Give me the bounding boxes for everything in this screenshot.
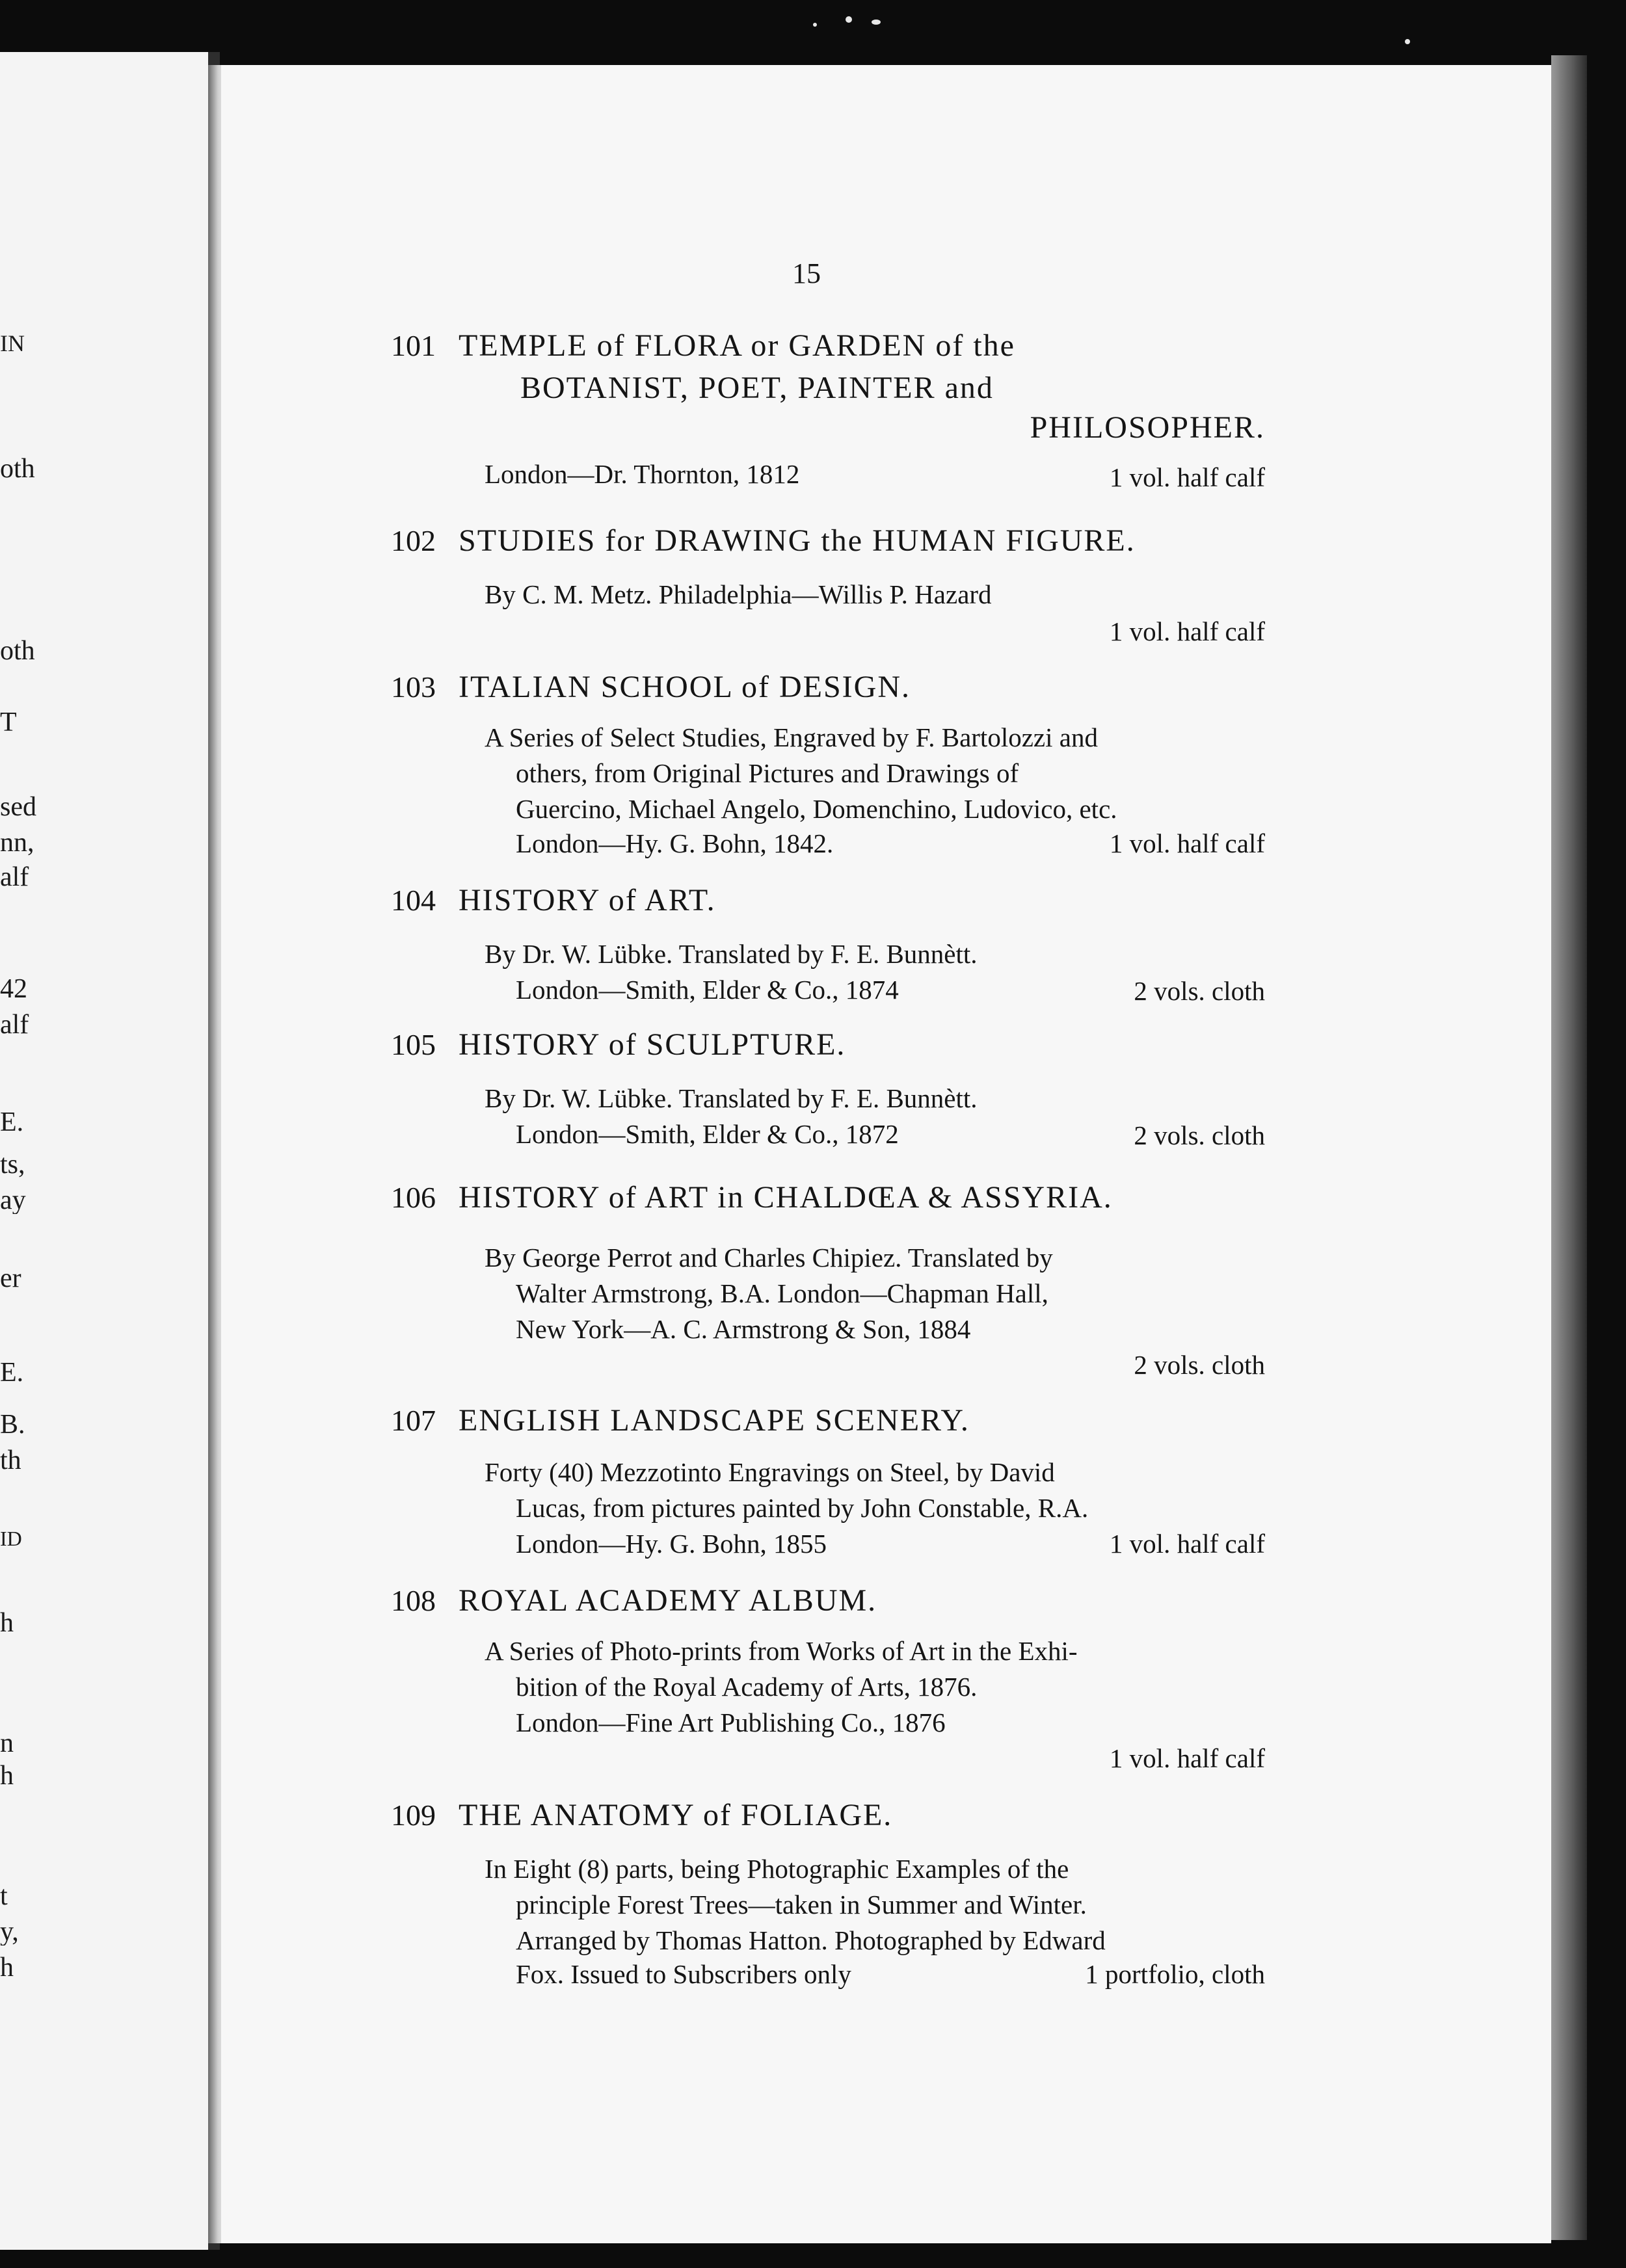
facing-text-fragment: t — [0, 1882, 8, 1910]
entry-number: 103 — [391, 670, 436, 704]
entry-number: 102 — [391, 524, 436, 557]
entry-description: Fox. Issued to Subscribers only — [516, 1959, 851, 1989]
entry-imprint: London—Smith, Elder & Co., 1874 — [516, 975, 899, 1005]
entry-number: 109 — [391, 1799, 436, 1832]
entry-description: A Series of Photo-prints from Works of Art in the Exhi- — [485, 1636, 1078, 1666]
entry-imprint: London—Hy. G. Bohn, 1842. — [516, 828, 834, 858]
facing-text-fragment: h — [0, 1762, 14, 1789]
page-number: 15 — [792, 257, 821, 289]
facing-text-fragment: alf — [0, 1011, 29, 1038]
facing-text-fragment: ay — [0, 1187, 26, 1214]
entry-description: Lucas, from pictures painted by John Constable, R.A. — [516, 1493, 1089, 1523]
entry-number: 108 — [391, 1584, 436, 1617]
entry-description: A Series of Select Studies, Engraved by F. Bartolozzi and — [485, 722, 1098, 752]
facing-text-fragment: th — [0, 1447, 21, 1474]
entry-number: 104 — [391, 884, 436, 917]
entry-description: bition of the Royal Academy of Arts, 1876. — [516, 1672, 978, 1702]
entry-description: By Dr. W. Lübke. Translated by F. E. Bunnètt. — [485, 1083, 978, 1113]
entry-title: HISTORY of ART in CHALDŒA & ASSYRIA. — [459, 1180, 1113, 1215]
entry-title: HISTORY of SCULPTURE. — [459, 1027, 846, 1062]
entry-binding: 2 vols. cloth — [1134, 1350, 1265, 1380]
entry-description: London—Fine Art Publishing Co., 1876 — [516, 1708, 946, 1737]
entry-title: TEMPLE of FLORA or GARDEN of the — [459, 328, 1015, 363]
entry-binding: 2 vols. cloth — [1134, 976, 1265, 1006]
facing-text-fragment: ID — [0, 1528, 22, 1549]
entry-binding: 1 vol. half calf — [1109, 828, 1265, 858]
entry-description: By C. M. Metz. Philadelphia—Willis P. Hazard — [485, 579, 992, 609]
entry-description: Guercino, Michael Angelo, Domenchino, Ludovico, etc. — [516, 794, 1117, 824]
entry-binding: 1 vol. half calf — [1109, 462, 1265, 492]
entry-title: THE ANATOMY of FOLIAGE. — [459, 1798, 893, 1832]
facing-text-fragment: IN — [0, 332, 25, 355]
entry-title: ENGLISH LANDSCAPE SCENERY. — [459, 1403, 970, 1438]
entry-number: 101 — [391, 329, 436, 362]
facing-text-fragment: E. — [0, 1109, 24, 1136]
entry-number: 106 — [391, 1181, 436, 1214]
facing-text-fragment: h — [0, 1954, 14, 1981]
entry-description: New York—A. C. Armstrong & Son, 1884 — [516, 1314, 971, 1344]
facing-text-fragment: sed — [0, 793, 36, 821]
entry-description: principle Forest Trees—taken in Summer and Winter. — [516, 1890, 1087, 1919]
entry-imprint: London—Smith, Elder & Co., 1872 — [516, 1119, 899, 1149]
facing-text-fragment: ts, — [0, 1151, 25, 1178]
entry-title: STUDIES for DRAWING the HUMAN FIGURE. — [459, 523, 1136, 558]
entry-binding: 1 vol. half calf — [1109, 1743, 1265, 1773]
entry-description: In Eight (8) parts, being Photographic Examples of the — [485, 1854, 1069, 1884]
facing-text-fragment: E. — [0, 1359, 24, 1386]
facing-text-fragment: oth — [0, 637, 35, 665]
entry-binding: 1 vol. half calf — [1109, 1529, 1265, 1559]
facing-text-fragment: B. — [0, 1411, 25, 1438]
entry-description: Forty (40) Mezzotinto Engravings on Steel, by David — [485, 1457, 1055, 1487]
facing-text-fragment: nn, — [0, 829, 34, 856]
entry-description: Arranged by Thomas Hatton. Photographed by Edward — [516, 1925, 1106, 1955]
facing-text-fragment: n — [0, 1730, 14, 1757]
facing-text-fragment: 42 — [0, 975, 27, 1003]
facing-text-fragment: h — [0, 1609, 14, 1637]
entry-binding: 1 portfolio, cloth — [1085, 1959, 1265, 1989]
entry-binding: 2 vols. cloth — [1134, 1120, 1265, 1150]
facing-text-fragment: oth — [0, 455, 35, 482]
entry-description: Walter Armstrong, B.A. London—Chapman Hall, — [516, 1278, 1048, 1308]
entry-imprint: London—Hy. G. Bohn, 1855 — [516, 1529, 827, 1559]
facing-text-fragment: y, — [0, 1918, 19, 1945]
entry-title-continued: PHILOSOPHER. — [1030, 410, 1265, 445]
entry-title-continued: BOTANIST, POET, PAINTER and — [520, 371, 994, 405]
entry-description: others, from Original Pictures and Drawings of — [516, 758, 1019, 788]
entry-number: 105 — [391, 1028, 436, 1061]
entry-title: ITALIAN SCHOOL of DESIGN. — [459, 670, 911, 704]
entry-binding: 1 vol. half calf — [1109, 616, 1265, 646]
entry-title: ROYAL ACADEMY ALBUM. — [459, 1583, 877, 1618]
facing-text-fragment: alf — [0, 864, 29, 891]
facing-text-fragment: T — [0, 709, 17, 736]
facing-text-fragment: er — [0, 1265, 21, 1292]
entry-title: HISTORY of ART. — [459, 883, 716, 917]
entry-description: By Dr. W. Lübke. Translated by F. E. Bunnètt. — [485, 939, 978, 969]
entry-description: By George Perrot and Charles Chipiez. Translated by — [485, 1243, 1053, 1272]
entry-number: 107 — [391, 1404, 436, 1437]
entry-imprint: London—Dr. Thornton, 1812 — [485, 459, 800, 489]
